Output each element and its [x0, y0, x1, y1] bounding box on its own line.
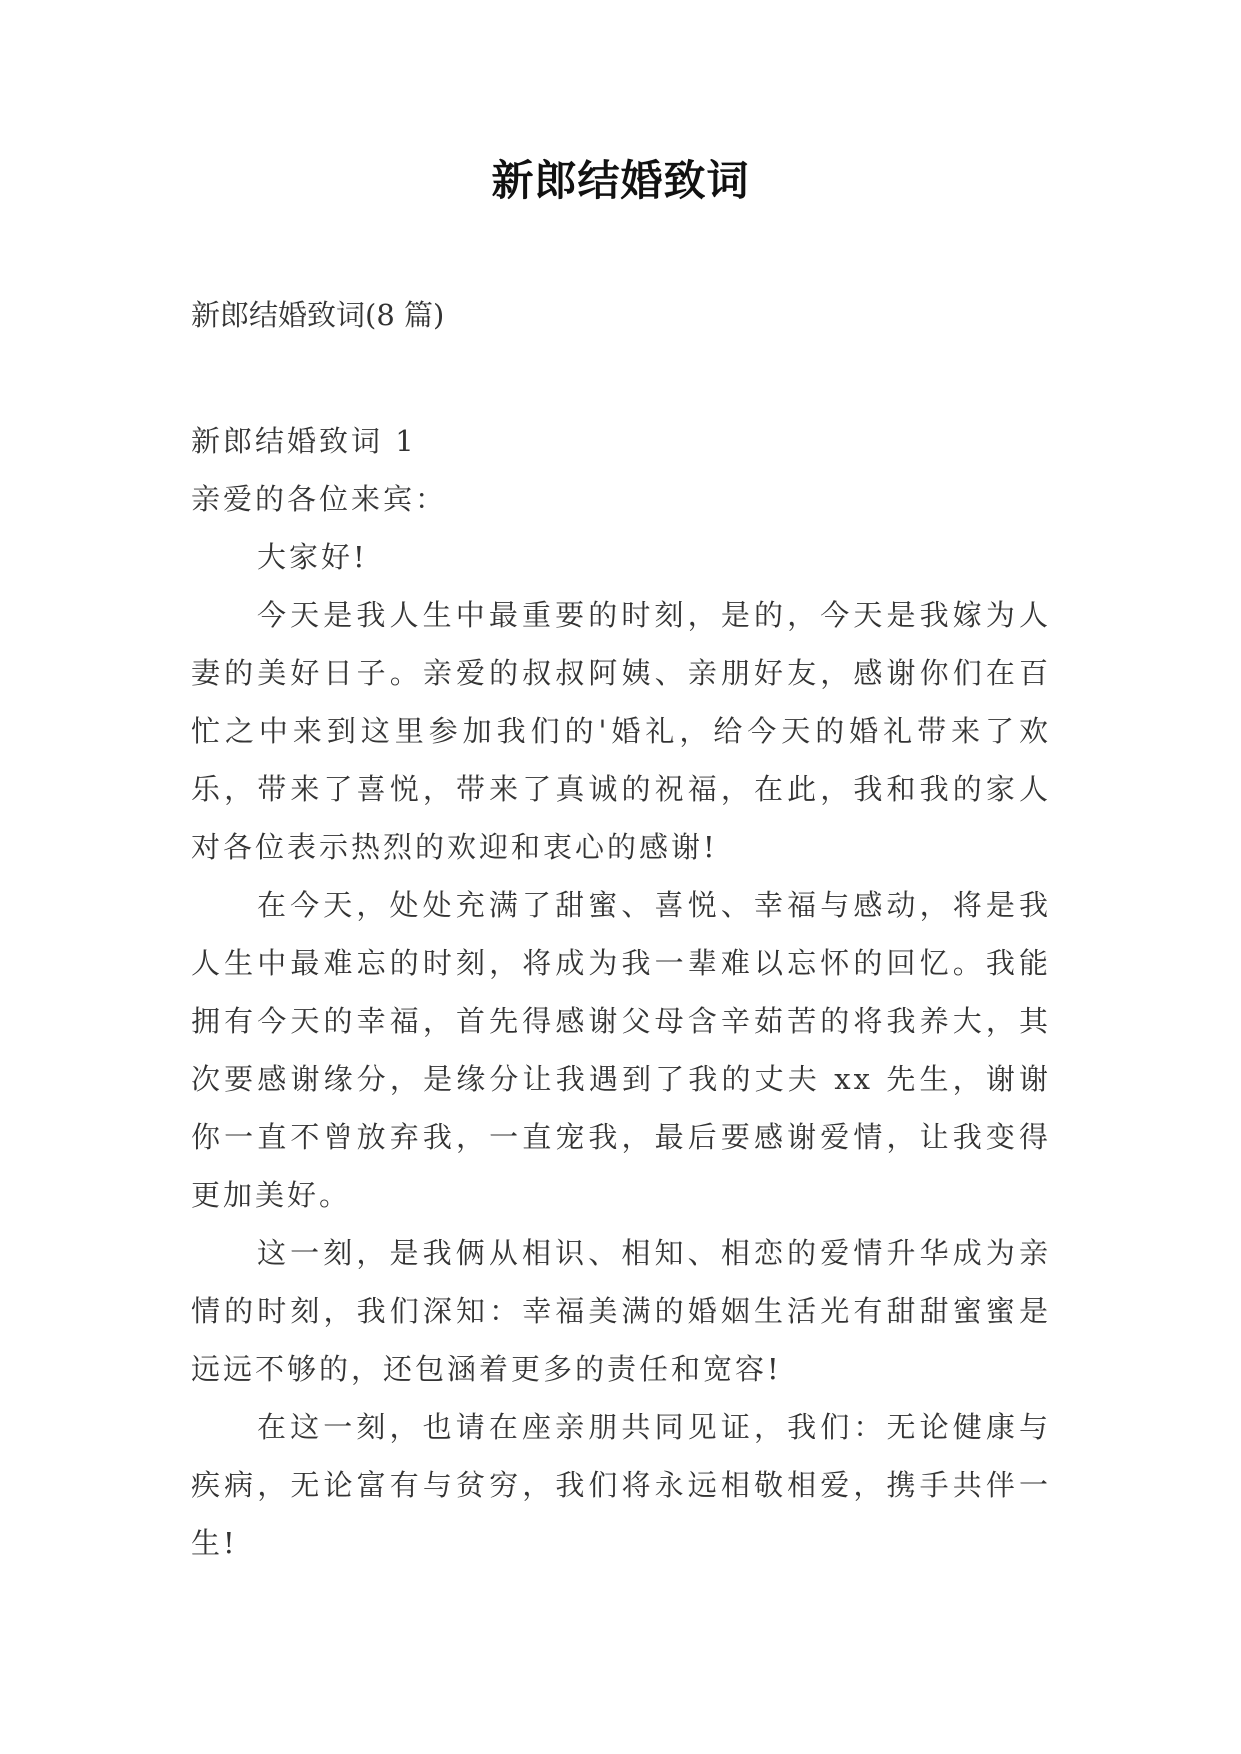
paragraph-moment: 这一刻，是我俩从相识、相知、相恋的爱情升华成为亲情的时刻，我们深知：幸福美满的婚姻生活光有甜甜蜜蜜是远远不够的，还包涵着更多的责任和宽容! [191, 1236, 1051, 1386]
document-title: 新郎结婚致词 [491, 156, 750, 205]
document-subtitle: 新郎结婚致词(8 篇) [191, 298, 445, 332]
section-heading: 新郎结婚致词 1 [191, 424, 417, 458]
paragraph-gratitude: 在今天，处处充满了甜蜜、喜悦、幸福与感动，将是我人生中最难忘的时刻，将成为我一辈难以忘怀的回忆。我能拥有今天的幸福，首先得感谢父母含辛茹苦的将我养大，其次要感谢缘分，是缘分让我遇到了我的丈夫 xx 先生，谢谢你一直不曾放弃我，一直宠我，最后要感谢爱情，让我变得更加美好。 [191, 888, 1051, 1212]
document-body [191, 412, 1051, 1572]
paragraph-greeting: 大家好! [257, 540, 368, 574]
salutation: 亲爱的各位来宾： [191, 482, 448, 516]
paragraph-vow: 在这一刻，也请在座亲朋共同见证，我们：无论健康与疾病，无论富有与贫穷，我们将永远相敬相爱，携手共伴一生! [191, 1410, 1051, 1560]
paragraph-thanks: 今天是我人生中最重要的时刻，是的，今天是我嫁为人妻的美好日子。亲爱的叔叔阿姨、亲朋好友，感谢你们在百忙之中来到这里参加我们的'婚礼，给今天的婚礼带来了欢乐，带来了喜悦，带来了真诚的祝福，在此，我和我的家人对各位表示热烈的欢迎和衷心的感谢! [191, 598, 1051, 864]
